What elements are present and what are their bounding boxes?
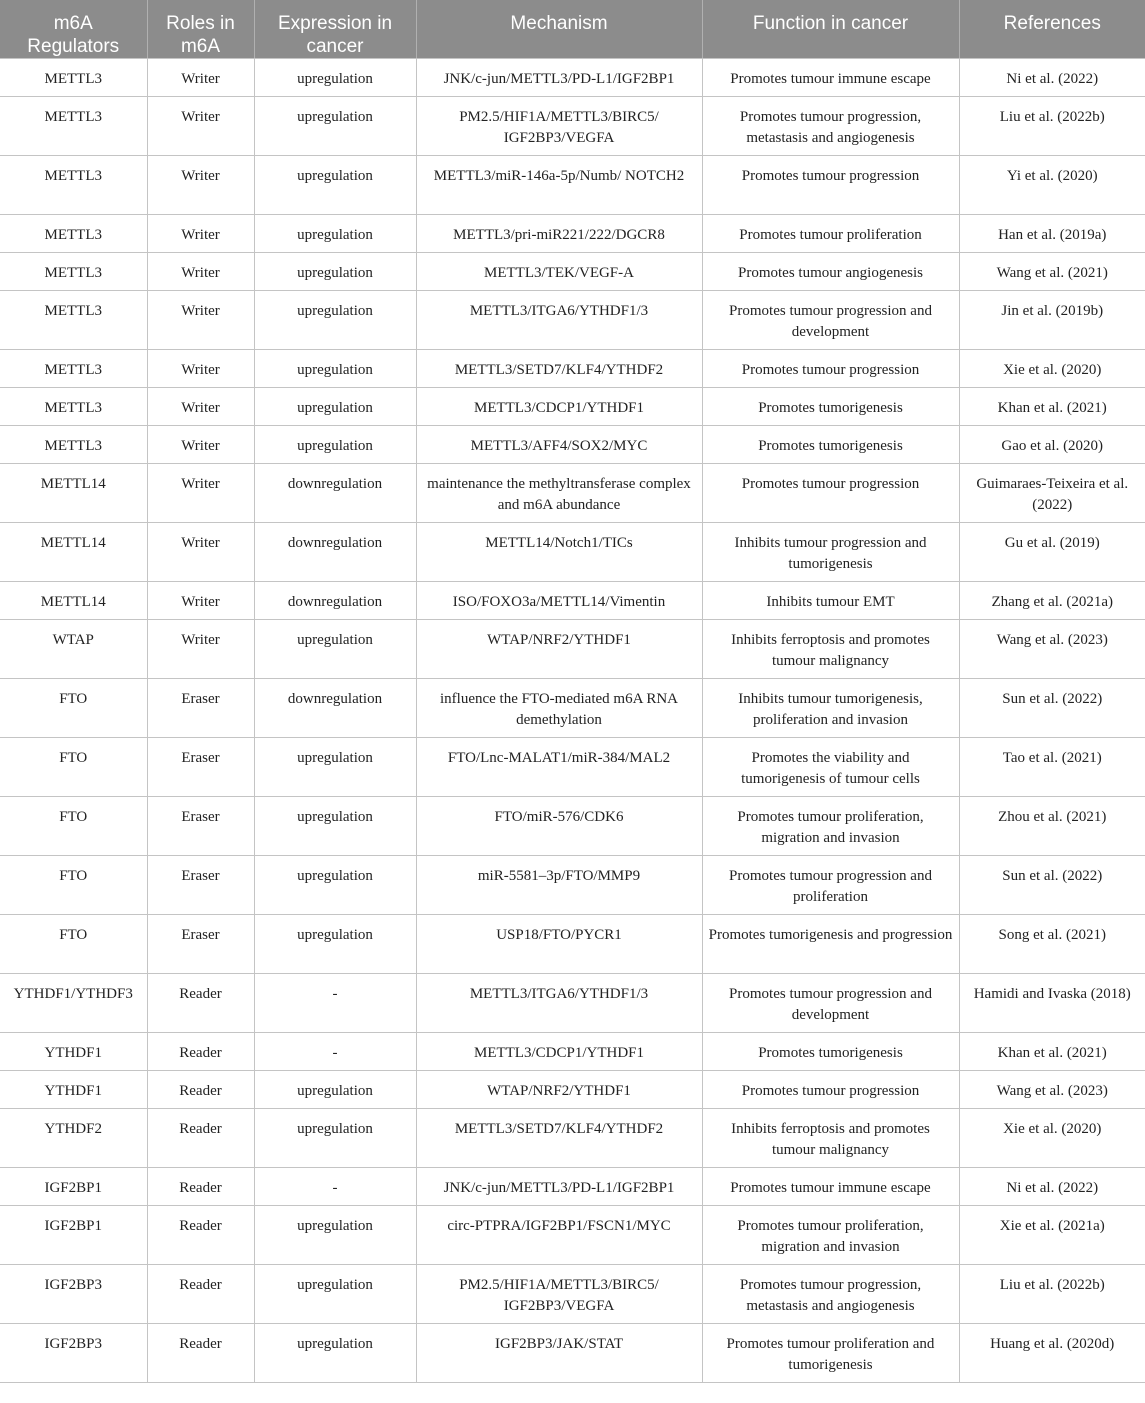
cell-role: Writer [147,582,254,620]
cell-reference: Ni et al. (2022) [959,59,1145,97]
cell-role: Reader [147,1071,254,1109]
cell-regulator: WTAP [0,620,147,679]
header-regulators: m6A Regulators [0,0,147,59]
cell-expression: upregulation [254,253,416,291]
cell-expression: downregulation [254,464,416,523]
cell-regulator: FTO [0,679,147,738]
cell-role: Writer [147,426,254,464]
cell-expression: - [254,1168,416,1206]
cell-expression: upregulation [254,156,416,215]
cell-function: Promotes tumour immune escape [702,59,959,97]
table-row [0,1109,1145,1168]
cell-role: Writer [147,464,254,523]
table-row [0,97,1145,156]
cell-role: Writer [147,253,254,291]
cell-function: Promotes tumour proliferation, migration and invasion [702,1206,959,1265]
cell-expression: upregulation [254,291,416,350]
table-row [0,1265,1145,1324]
cell-reference: Gu et al. (2019) [959,523,1145,582]
cell-regulator: METTL3 [0,59,147,97]
cell-mechanism: WTAP/NRF2/YTHDF1 [416,620,702,679]
cell-mechanism: METTL3/miR-146a-5p/Numb/ NOTCH2 [416,156,702,215]
cell-reference: Xie et al. (2020) [959,350,1145,388]
cell-mechanism: METTL3/ITGA6/YTHDF1/3 [416,974,702,1033]
cell-function: Promotes tumour proliferation [702,215,959,253]
cell-function: Promotes tumour progression and proliferation [702,856,959,915]
cell-mechanism: METTL3/AFF4/SOX2/MYC [416,426,702,464]
cell-reference: Han et al. (2019a) [959,215,1145,253]
cell-regulator: METTL14 [0,582,147,620]
table-row [0,215,1145,253]
cell-reference: Ni et al. (2022) [959,1168,1145,1206]
cell-regulator: METTL3 [0,215,147,253]
cell-role: Writer [147,523,254,582]
cell-function: Inhibits ferroptosis and promotes tumour malignancy [702,620,959,679]
cell-regulator: METTL14 [0,464,147,523]
cell-reference: Liu et al. (2022b) [959,1265,1145,1324]
cell-reference: Tao et al. (2021) [959,738,1145,797]
cell-regulator: FTO [0,797,147,856]
cell-regulator: YTHDF2 [0,1109,147,1168]
cell-reference: Wang et al. (2023) [959,1071,1145,1109]
cell-mechanism: maintenance the methyltransferase complex and m6A abundance [416,464,702,523]
table-body [0,59,1145,1383]
cell-reference: Hamidi and Ivaska (2018) [959,974,1145,1033]
cell-role: Writer [147,59,254,97]
cell-role: Writer [147,620,254,679]
cell-function: Inhibits tumour tumorigenesis, proliferation and invasion [702,679,959,738]
cell-mechanism: JNK/c-jun/METTL3/PD-L1/IGF2BP1 [416,59,702,97]
cell-mechanism: JNK/c-jun/METTL3/PD-L1/IGF2BP1 [416,1168,702,1206]
cell-role: Reader [147,1168,254,1206]
header-row [0,0,1145,59]
cell-expression: upregulation [254,388,416,426]
cell-expression: upregulation [254,1071,416,1109]
cell-function: Promotes tumorigenesis [702,1033,959,1071]
cell-expression: - [254,974,416,1033]
cell-role: Reader [147,1109,254,1168]
cell-regulator: METTL3 [0,97,147,156]
header-references: References [959,0,1145,59]
cell-regulator: METTL14 [0,523,147,582]
table-row [0,350,1145,388]
cell-mechanism: USP18/FTO/PYCR1 [416,915,702,974]
cell-mechanism: FTO/Lnc-MALAT1/miR-384/MAL2 [416,738,702,797]
cell-mechanism: ISO/FOXO3a/METTL14/Vimentin [416,582,702,620]
cell-regulator: METTL3 [0,156,147,215]
table-row [0,1324,1145,1383]
table-row [0,915,1145,974]
cell-mechanism: METTL14/Notch1/TICs [416,523,702,582]
header-function: Function in cancer [702,0,959,59]
cell-regulator: IGF2BP1 [0,1168,147,1206]
cell-role: Reader [147,1206,254,1265]
cell-role: Writer [147,97,254,156]
cell-reference: Yi et al. (2020) [959,156,1145,215]
cell-expression: downregulation [254,523,416,582]
table-row [0,388,1145,426]
cell-role: Eraser [147,915,254,974]
cell-reference: Sun et al. (2022) [959,679,1145,738]
cell-function: Promotes tumour progression and development [702,291,959,350]
cell-function: Inhibits tumour progression and tumorigenesis [702,523,959,582]
cell-reference: Jin et al. (2019b) [959,291,1145,350]
cell-reference: Wang et al. (2023) [959,620,1145,679]
cell-mechanism: IGF2BP3/JAK/STAT [416,1324,702,1383]
cell-mechanism: PM2.5/HIF1A/METTL3/BIRC5/ IGF2BP3/VEGFA [416,97,702,156]
table-row [0,1033,1145,1071]
cell-regulator: IGF2BP1 [0,1206,147,1265]
table-row [0,291,1145,350]
cell-role: Reader [147,1324,254,1383]
cell-function: Promotes tumour progression [702,464,959,523]
cell-expression: upregulation [254,1265,416,1324]
cell-regulator: METTL3 [0,291,147,350]
cell-regulator: METTL3 [0,253,147,291]
table-row [0,582,1145,620]
cell-expression: upregulation [254,97,416,156]
cell-function: Inhibits ferroptosis and promotes tumour malignancy [702,1109,959,1168]
cell-reference: Wang et al. (2021) [959,253,1145,291]
cell-role: Reader [147,1265,254,1324]
cell-expression: upregulation [254,426,416,464]
cell-expression: downregulation [254,679,416,738]
cell-reference: Guimaraes-Teixeira et al. (2022) [959,464,1145,523]
cell-function: Promotes tumour progression [702,1071,959,1109]
table-row [0,1206,1145,1265]
cell-expression: downregulation [254,582,416,620]
table-row [0,856,1145,915]
cell-expression: upregulation [254,1324,416,1383]
cell-regulator: YTHDF1/YTHDF3 [0,974,147,1033]
cell-role: Eraser [147,856,254,915]
table-row [0,1168,1145,1206]
cell-expression: upregulation [254,620,416,679]
cell-role: Eraser [147,679,254,738]
cell-function: Promotes tumour progression, metastasis and angiogenesis [702,1265,959,1324]
table-row [0,523,1145,582]
cell-function: Promotes tumour progression [702,350,959,388]
cell-reference: Zhang et al. (2021a) [959,582,1145,620]
cell-function: Promotes tumorigenesis [702,426,959,464]
cell-mechanism: PM2.5/HIF1A/METTL3/BIRC5/ IGF2BP3/VEGFA [416,1265,702,1324]
cell-role: Writer [147,215,254,253]
cell-reference: Huang et al. (2020d) [959,1324,1145,1383]
table-row [0,974,1145,1033]
table-row [0,426,1145,464]
cell-regulator: YTHDF1 [0,1071,147,1109]
cell-regulator: FTO [0,856,147,915]
cell-function: Promotes tumour angiogenesis [702,253,959,291]
table-row [0,1071,1145,1109]
cell-regulator: METTL3 [0,426,147,464]
cell-expression: upregulation [254,1109,416,1168]
cell-role: Eraser [147,797,254,856]
cell-function: Promotes tumour progression and development [702,974,959,1033]
cell-mechanism: miR-5581–3p/FTO/MMP9 [416,856,702,915]
cell-function: Promotes tumour progression, metastasis and angiogenesis [702,97,959,156]
cell-function: Inhibits tumour EMT [702,582,959,620]
cell-expression: upregulation [254,215,416,253]
cell-mechanism: METTL3/SETD7/KLF4/YTHDF2 [416,350,702,388]
cell-regulator: IGF2BP3 [0,1265,147,1324]
cell-mechanism: FTO/miR-576/CDK6 [416,797,702,856]
cell-mechanism: circ-PTPRA/IGF2BP1/FSCN1/MYC [416,1206,702,1265]
cell-expression: upregulation [254,59,416,97]
cell-regulator: YTHDF1 [0,1033,147,1071]
table-row [0,620,1145,679]
table-row [0,156,1145,215]
cell-regulator: METTL3 [0,388,147,426]
table-row [0,679,1145,738]
table-row [0,464,1145,523]
cell-expression: upregulation [254,1206,416,1265]
cell-role: Reader [147,974,254,1033]
cell-role: Eraser [147,738,254,797]
cell-expression: upregulation [254,797,416,856]
cell-regulator: FTO [0,915,147,974]
table-row [0,253,1145,291]
cell-expression: - [254,1033,416,1071]
cell-mechanism: METTL3/TEK/VEGF-A [416,253,702,291]
cell-function: Promotes tumour proliferation, migration and invasion [702,797,959,856]
cell-regulator: METTL3 [0,350,147,388]
table-row [0,738,1145,797]
cell-function: Promotes tumour proliferation and tumorigenesis [702,1324,959,1383]
table-row [0,797,1145,856]
cell-role: Writer [147,388,254,426]
cell-role: Writer [147,291,254,350]
cell-reference: Liu et al. (2022b) [959,97,1145,156]
cell-reference: Xie et al. (2021a) [959,1206,1145,1265]
cell-function: Promotes the viability and tumorigenesis of tumour cells [702,738,959,797]
cell-expression: upregulation [254,350,416,388]
cell-regulator: IGF2BP3 [0,1324,147,1383]
cell-mechanism: WTAP/NRF2/YTHDF1 [416,1071,702,1109]
table-row [0,59,1145,97]
cell-function: Promotes tumour progression [702,156,959,215]
cell-mechanism: METTL3/CDCP1/YTHDF1 [416,388,702,426]
cell-expression: upregulation [254,856,416,915]
header-roles: Roles in m6A [147,0,254,59]
cell-reference: Khan et al. (2021) [959,388,1145,426]
cell-function: Promotes tumorigenesis and progression [702,915,959,974]
cell-expression: upregulation [254,915,416,974]
cell-reference: Khan et al. (2021) [959,1033,1145,1071]
cell-reference: Xie et al. (2020) [959,1109,1145,1168]
cell-mechanism: METTL3/SETD7/KLF4/YTHDF2 [416,1109,702,1168]
header-mechanism: Mechanism [416,0,702,59]
cell-function: Promotes tumorigenesis [702,388,959,426]
cell-reference: Song et al. (2021) [959,915,1145,974]
cell-role: Writer [147,350,254,388]
cell-reference: Gao et al. (2020) [959,426,1145,464]
cell-reference: Sun et al. (2022) [959,856,1145,915]
cell-function: Promotes tumour immune escape [702,1168,959,1206]
cell-role: Writer [147,156,254,215]
cell-reference: Zhou et al. (2021) [959,797,1145,856]
header-expression: Expression in cancer [254,0,416,59]
cell-mechanism: METTL3/pri-miR221/222/DGCR8 [416,215,702,253]
cell-mechanism: METTL3/ITGA6/YTHDF1/3 [416,291,702,350]
cell-role: Reader [147,1033,254,1071]
cell-mechanism: METTL3/CDCP1/YTHDF1 [416,1033,702,1071]
cell-expression: upregulation [254,738,416,797]
cell-regulator: FTO [0,738,147,797]
cell-mechanism: influence the FTO-mediated m6A RNA demethylation [416,679,702,738]
